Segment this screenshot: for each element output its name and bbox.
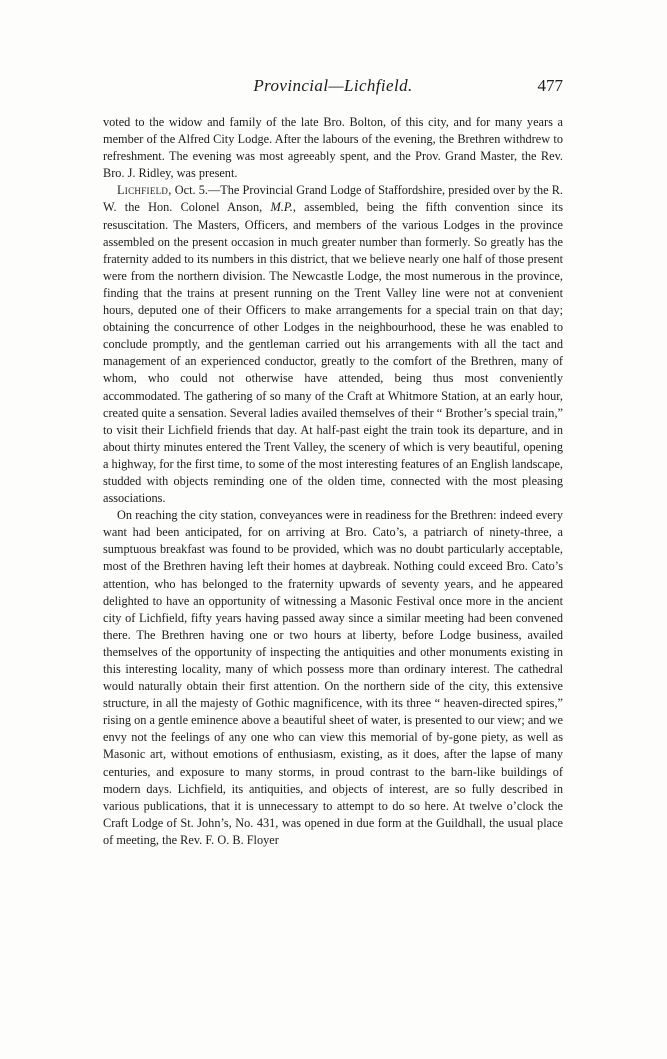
paragraph-2-text-a: Oct. 5.—The Provincial Grand Lodge of Staffordshire, presided over by the R. W. the Hon. Colonel Anson, [103,183,563,215]
paragraph-2-text-b: , assembled, being the fifth convention since its resuscitation. The Masters, Officers, and members of the various Lodges in the province assembled on the present occasion in much greater number than formerly. So greatly has the fraternity added to its numbers in this district, that we believe nearly one half of those present were from the northern division. The Newcastle Lodge, the most numerous in the province, finding that the trains at present running on the Trent Valley line were not at convenient hours, deputed one of their Officers to make arrangements for a special train on that day; obtaining the concurrence of other Lodges in the neighbourhood, these he was enabled to conclude promptly, and the gentleman carried out his arrangements with all the tact and management of an experienced conductor, greatly to the comfort of the Brethren, many of whom, who could not otherwise have attended, being thus most conveniently accommodated. The gathering of so many of the Craft at Whitmore Station, at an early hour, created quite a sensation. Several ladies availed themselves of their “ Brother’s special train,” to visit their Lichfield friends that day. At half-past eight the train took its departure, and in about thirty minutes entered the Trent Valley, the scenery of which is very beautiful, opening a highway, for the first time, to some of the most interesting features of an English landscape, studded with objects reminding one of the olden time, connected with the most pleasing associations. [103,200,563,506]
page-number: 477 [537,76,563,95]
page-header [103,76,563,100]
paragraph-2 [103,182,563,507]
mp-abbreviation: M.P. [270,200,293,215]
paragraph-1: voted to the widow and family of the late Bro. Bolton, of this city, and for many years a member of the Alfred City Lodge. After the labours of the evening, the Brethren withdrew to refreshment. The evening was most agreeably spent, and the Prov. Grand Master, the Rev. Bro. J. Ridley, was present. [103,115,563,181]
running-head: Provincial—Lichfield. [253,76,413,95]
paragraph-3: On reaching the city station, conveyances were in readiness for the Brethren: indeed every want had been anticipated, for on arriving at Bro. Cato’s, a patriarch of ninety-three, a sumptuous breakfast was found to be provided, which was no doubt particularly acceptable, most of the Brethren having left their homes at daybreak. Nothing could exceed Bro. Cato’s attention, who has belonged to the fraternity upwards of seventy years, and he appeared delighted to have an opportunity of witnessing a Masonic Festival once more in the ancient city of Lichfield, fifty years having passed away since a similar meeting had been convened there. The Brethren having one or two hours at liberty, before Lodge business, availed themselves of the opportunity of inspecting the antiquities and other monuments existing in this interesting locality, many of which possess more than ordinary interest. The cathedral would naturally obtain their first attention. On the northern side of the city, this extensive structure, in all the majesty of Gothic magnificence, with its three “ heaven-directed spires,” rising on a gentle eminence above a beautiful sheet of water, is presented to our view; and we envy not the feelings of any one who can view this memorial of by-gone piety, as well as Masonic art, without emotions of enthusiasm, existing, as it does, after the lapse of many centuries, and exposure to many storms, in proud contrast to the barn-like buildings of modern days. Lichfield, its antiquities, and objects of interest, are so fully described in various publications, that it is unnecessary to attempt to do so here. At twelve o’clock the Craft Lodge of St. John’s, No. 431, was opened in due form at the Guildhall, the usual place of meeting, the Rev. F. O. B. Floyer [103,508,563,847]
article-body [103,114,563,849]
place-heading: Lichfield, [117,183,172,198]
